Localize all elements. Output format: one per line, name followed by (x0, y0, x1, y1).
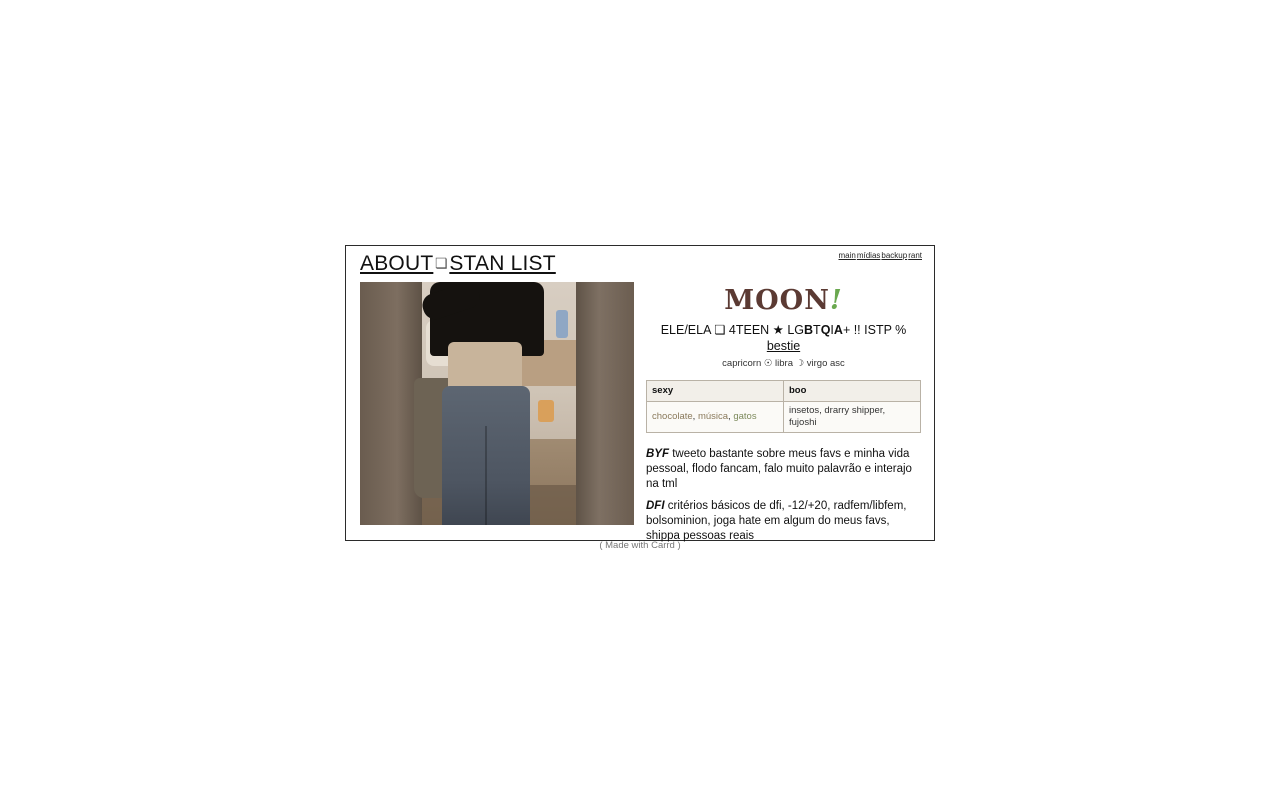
nav-link-main[interactable]: main (838, 251, 856, 260)
nav-link-backup[interactable]: backup (881, 251, 908, 260)
page-title-text: MOON (724, 285, 830, 316)
tagline-mid1: T (813, 323, 821, 337)
profile-info (646, 282, 921, 544)
photo-person-corset (448, 342, 522, 392)
likes-table (646, 380, 921, 433)
profile-card (345, 245, 935, 541)
tagline-mid2: I (830, 323, 834, 337)
table-header-sexy: sexy (647, 381, 784, 402)
section-byf-text: tweeto bastante sobre meus favs e minha vida pessoal, flodo fancam, falo muito palavrão e interajo na tml (646, 448, 912, 490)
photo-wall-right (576, 282, 634, 525)
nav-separator-icon: ❏ (434, 255, 448, 271)
secondary-nav (838, 251, 923, 261)
section-byf-label: BYF (646, 448, 669, 460)
astrology-line: capricorn ☉ libra ☽ virgo asc (722, 358, 845, 369)
tagline-b2: Q (820, 323, 831, 337)
table-row (647, 402, 921, 433)
tagline-post: + !! ISTP % (842, 323, 907, 337)
tagline-b1: B (804, 323, 814, 337)
photo-person-jeans (442, 386, 530, 525)
table-header-boo: boo (784, 381, 921, 402)
tagline (646, 322, 921, 354)
photo-wall-left (360, 282, 422, 525)
table-cell-likes: chocolate, música, gatos (647, 402, 784, 433)
tagline-pre: ELE/ELA ❏ 4TEEN ★ LG (660, 323, 805, 337)
bestie-link[interactable]: bestie (766, 339, 801, 353)
photo-person (422, 282, 552, 525)
nav-link-midias[interactable]: mídias (856, 251, 881, 260)
made-with-credit[interactable]: ( Made with Carrd ) (599, 540, 681, 551)
card-header (346, 246, 934, 278)
profile-photo (360, 282, 634, 525)
section-byf (646, 447, 918, 492)
like-gatos: gatos (733, 411, 757, 422)
section-dfi-text: critérios básicos de dfi, -12/+20, radfem/libfem, bolsominion, joga hate em algum do meus favs, shippa pessoas reais (646, 500, 907, 542)
nav-link-rant[interactable]: rant (908, 251, 922, 260)
tagline-b3: A (833, 323, 843, 337)
nav-link-about[interactable]: ABOUT (360, 252, 434, 275)
card-body (346, 282, 934, 544)
like-chocolate: chocolate (652, 411, 693, 422)
table-cell-dislikes: insetos, drarry shipper, fujoshi (784, 402, 921, 433)
table-header-row (647, 381, 921, 402)
page-title-mark: ! (829, 285, 843, 316)
section-dfi-label: DFI (646, 500, 665, 512)
nav-link-stan-list[interactable]: STAN LIST (449, 252, 556, 275)
page-title (646, 286, 921, 316)
like-musica: música (697, 411, 729, 422)
photo-lamp (556, 310, 568, 338)
section-dfi (646, 499, 918, 544)
